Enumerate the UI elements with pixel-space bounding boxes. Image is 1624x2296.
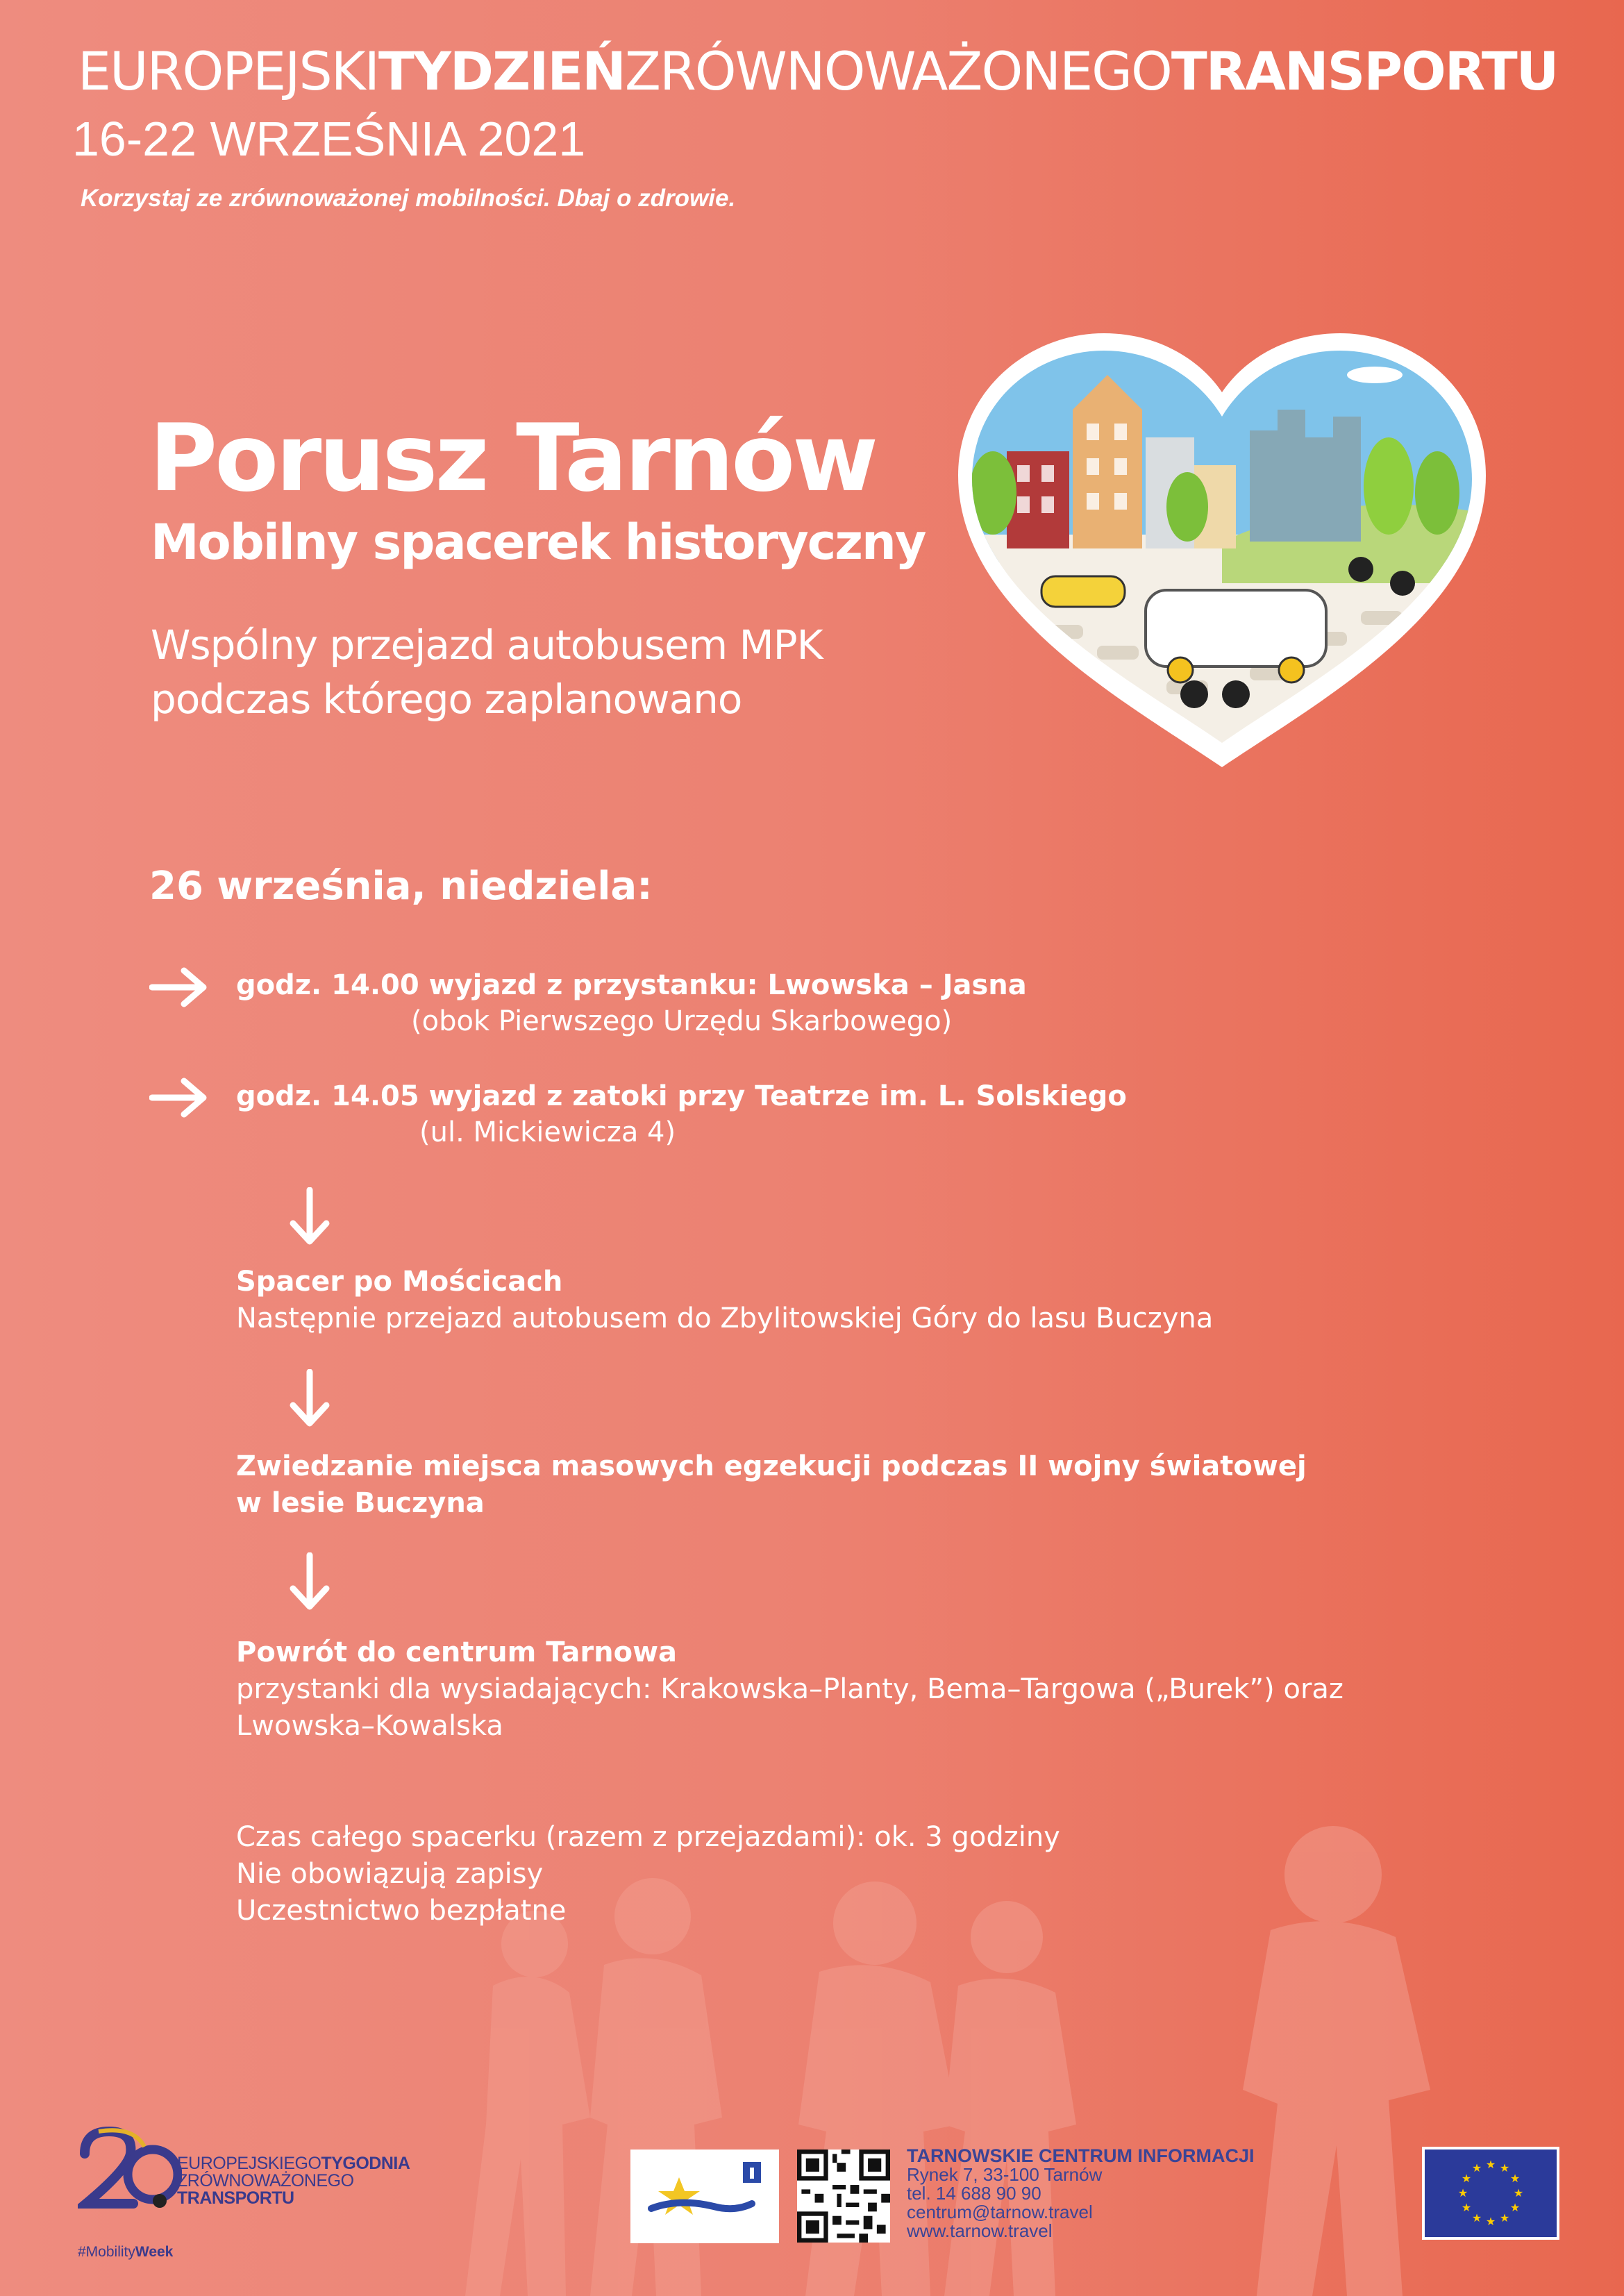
svg-text:★: ★ (1509, 2172, 1521, 2185)
departure-2-time: godz. 14.05 wyjazd z zatoki przy Teatrze im. L. Solskiego (236, 1080, 1127, 1112)
svg-text:★: ★ (1499, 2211, 1510, 2224)
step-1-text: Następnie przejazd autobusem do Zbylitowskiej Góry do lasu Buczyna (236, 1302, 1214, 1334)
step-3-title: Powrót do centrum Tarnowa (236, 1636, 678, 1668)
heart-city-illustration (958, 333, 1486, 778)
etzt-line3: TRANSPORTU (177, 2188, 294, 2208)
hashtag-part2: Week (135, 2244, 174, 2260)
campaign-title (78, 40, 1557, 102)
campaign-title-part1: EUROPEJSKI (78, 40, 379, 102)
svg-text:★: ★ (1499, 2161, 1510, 2175)
tci-contact (907, 2147, 1254, 2240)
event-title: Porusz Tarnów (149, 404, 876, 512)
etzt-20-logo (78, 2126, 182, 2215)
svg-text:★: ★ (1485, 2158, 1496, 2171)
qr-code (797, 2150, 890, 2243)
departure-1-time: godz. 14.00 wyjazd z przystanku: Lwowska – Jasna (236, 969, 1027, 1001)
event-intro (151, 618, 823, 726)
eu-flag (1422, 2147, 1559, 2240)
tci-website: www.tarnow.travel (907, 2220, 1053, 2241)
campaign-title-part4: TRANSPORTU (1171, 40, 1558, 102)
step-1 (236, 1264, 1213, 1337)
campaign-dates: 16-22 WRZEŚNIA 2021 (72, 112, 586, 166)
eu-flag-graphic (1425, 2150, 1557, 2237)
departure-2-note: (ul. Mickiewicza 4) (419, 1116, 676, 1148)
event-subtitle: Mobilny spacerek historyczny (151, 514, 926, 571)
tci-email: centrum@tarnow.travel (907, 2202, 1093, 2222)
arrow-down-icon (287, 1369, 332, 1429)
step-3 (236, 1634, 1343, 1745)
step-2 (236, 1448, 1307, 1522)
svg-text:★: ★ (1513, 2186, 1524, 2199)
etzt-line1b: TYGODNIA (321, 2154, 410, 2173)
svg-text:★: ★ (1461, 2172, 1472, 2185)
step-3-text-line2: Lwowska–Kowalska (236, 1710, 503, 1742)
step-2-title-line2: w lesie Buczyna (236, 1487, 485, 1519)
arrow-right-icon (149, 966, 209, 1008)
campaign-title-part3: ZRÓWNOWAŻONEGO (624, 40, 1171, 102)
info-registration: Nie obowiązują zapisy (236, 1858, 544, 1890)
step-1-title: Spacer po Mościcach (236, 1266, 563, 1298)
arrow-down-icon (287, 1187, 332, 1247)
departure-1-note: (obok Pierwszego Urzędu Skarbowego) (411, 1005, 953, 1037)
tarnow-logo-graphic (630, 2150, 779, 2243)
step-2-title-line1: Zwiedzanie miejsca masowych egzekucji podczas II wojny światowej (236, 1450, 1307, 1482)
etzt-line2: ZRÓWNOWAŻONEGO (177, 2171, 354, 2190)
tarnow-logo (630, 2150, 779, 2243)
arrow-down-icon (287, 1552, 332, 1612)
tci-title: TARNOWSKIE CENTRUM INFORMACJI (907, 2145, 1255, 2166)
hashtag-part1: #Mobility (78, 2244, 135, 2260)
info-duration: Czas całego spacerku (razem z przejazdami): ok. 3 godziny (236, 1821, 1060, 1853)
svg-text:★: ★ (1509, 2201, 1521, 2214)
svg-text:★: ★ (1461, 2201, 1472, 2214)
campaign-slogan: Korzystaj ze zrównoważonej mobilności. Dbaj o zdrowie. (81, 185, 736, 212)
mobility-week-hashtag (78, 2244, 173, 2261)
etzt-logo-text (177, 2155, 410, 2207)
svg-text:★: ★ (1457, 2186, 1468, 2199)
qr-code-graphic (797, 2150, 890, 2243)
svg-text:★: ★ (1471, 2211, 1482, 2224)
info-fee: Uczestnictwo bezpłatne (236, 1895, 567, 1927)
event-date: 26 września, niedziela: (149, 864, 653, 909)
step-3-text-line1: przystanki dla wysiadających: Krakowska–Planty, Bema–Targowa („Burek”) oraz (236, 1673, 1343, 1705)
svg-text:★: ★ (1471, 2161, 1482, 2175)
tci-phone: tel. 14 688 90 90 (907, 2183, 1041, 2204)
etzt-line1a: EUROPEJSKIEGO (177, 2154, 321, 2173)
tci-address: Rynek 7, 33-100 Tarnów (907, 2164, 1103, 2185)
intro-line: podczas którego zaplanowano (151, 676, 742, 723)
intro-line: Wspólny przejazd autobusem MPK (151, 621, 823, 669)
event-info (236, 1819, 1060, 1929)
arrow-right-icon (149, 1077, 209, 1118)
campaign-title-part2: TYDZIEŃ (378, 40, 625, 102)
svg-text:★: ★ (1485, 2215, 1496, 2228)
